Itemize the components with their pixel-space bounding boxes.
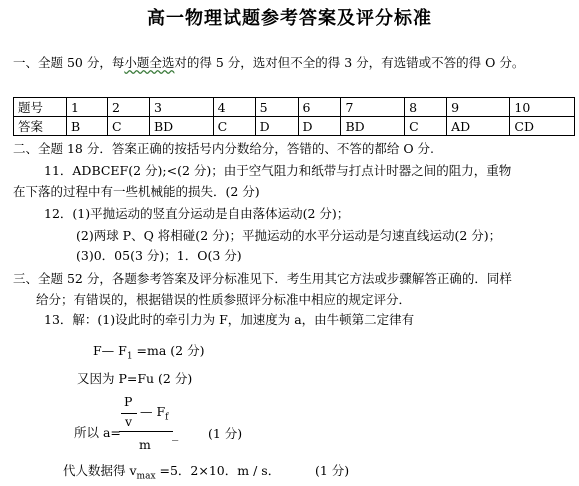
section3-line1: 三、全题 52 分，各题参考答案及评分标准见下．考生用其它方法或步骤解答正确的．同样: [13, 271, 512, 286]
table-cell: C: [213, 117, 255, 136]
table-cell: C: [108, 117, 150, 136]
table-cell: AD: [447, 117, 510, 136]
table-cell: 4: [213, 98, 255, 117]
table-cell: 7: [341, 98, 405, 117]
eq4-post: =5．2×10．m / s．: [155, 463, 281, 478]
eq3-num-sub-idx: f: [165, 412, 169, 423]
section3-line2: 给分；有错误的，根据错误的性质参照评分标准中相应的规定评分．: [36, 292, 412, 307]
eq3-score: (1 分): [208, 426, 243, 441]
eq1-post: =ma (2 分): [132, 343, 205, 358]
table-cell: 3: [149, 98, 213, 117]
table-cell: B: [67, 117, 108, 136]
table-cell: D: [298, 117, 341, 136]
eq3-num-sub: [140, 404, 169, 423]
eq3-main-fraction-bar: [119, 431, 173, 432]
q11-line2: 在下落的过程中有一些机械能的损失．(2 分): [13, 184, 260, 199]
equation-1: [93, 342, 204, 366]
table-cell: CD: [510, 117, 575, 136]
table-cell: 1: [67, 98, 108, 117]
table-cell: C: [405, 117, 447, 136]
table-row-answers: [14, 117, 575, 136]
section1-underlined: 小题全选: [124, 55, 175, 70]
section1-text: [13, 54, 524, 72]
table-cell: 9: [447, 98, 510, 117]
table-cell: 答案: [14, 117, 67, 136]
eq4-sub: max: [136, 471, 156, 482]
section1-pre: 一、全题 50 分，每: [13, 55, 125, 70]
table-cell: 10: [510, 98, 575, 117]
answer-table: [13, 97, 575, 136]
document-title: 高一物理试题参考答案及评分标准: [147, 8, 432, 29]
eq3-num-top: P: [124, 394, 133, 409]
eq3-tail: _: [172, 426, 179, 441]
section2-text: 二、全题 18 分．答案正确的按括号内分数给分，答错的、不答的都给 O 分.: [13, 141, 435, 156]
table-cell: 8: [405, 98, 447, 117]
table-cell: BD: [341, 117, 405, 136]
table-cell: 题号: [14, 98, 67, 117]
eq3-num-sub-text: — F: [140, 404, 166, 419]
eq3-denominator: m: [139, 437, 151, 452]
table-cell: 5: [255, 98, 298, 117]
table-cell: 2: [108, 98, 150, 117]
equation-4: [63, 462, 280, 486]
section1-post: 对的得 5 分，选对但不全的得 3 分，有选错或不答的得 O 分。: [174, 55, 525, 70]
equation-3-prefix: 所以 a=: [74, 425, 121, 440]
q12-line2: (2)两球 P、Q 将相碰(2 分)；平抛运动的水平分运动是匀速直线运动(2 分)；: [76, 228, 502, 243]
equation-2: 又因为 P=Fu (2 分): [77, 371, 193, 386]
table-cell: 6: [298, 98, 341, 117]
table-cell: BD: [149, 117, 213, 136]
table-cell: D: [255, 117, 298, 136]
eq1-pre: F— F: [93, 343, 127, 358]
eq4-pre: 代人数据得 v: [63, 463, 137, 478]
eq1-sub: 1: [126, 351, 133, 362]
q13-line1: 13．解：(1)设此时的牵引力为 F，加速度为 a，由牛顿第二定律有: [44, 312, 415, 327]
eq4-score: (1 分): [315, 463, 350, 478]
q12-line3: (3)0．05(3 分)；1．O(3 分): [76, 248, 242, 263]
eq3-num-mid: v: [125, 414, 133, 429]
q11-line1: 11．ADBCEF(2 分);<(2 分)；由于空气阻力和纸带与打点计时器之间的阻力，重物: [44, 163, 512, 178]
table-row-question-numbers: [14, 98, 575, 117]
q12-line1: 12．(1)平抛运动的竖直分运动是自由落体运动(2 分)；: [44, 206, 350, 221]
